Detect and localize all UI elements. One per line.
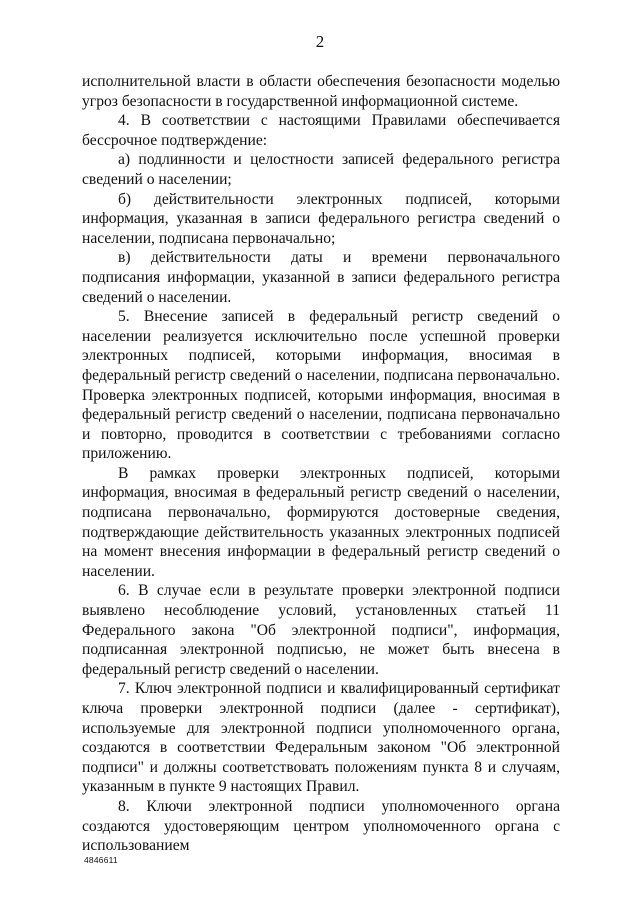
paragraph-7: 7. Ключ электронной подписи и квалифицированный сертификат ключа проверки электронной подписи (далее - сертификат), используемые для электронной подписи уполномоченного органа, создаются в соответствии Федеральным законом "Об электронной подписи" и должны соответствовать положениям пункта 8 и случаям, указанным в пункте 9 настоящих Правил. [82,680,560,796]
paragraph-4c: в) действительности даты и времени первоначального подписания информации, указанной в записи федерального регистра сведений о населении. [82,249,560,306]
paragraph-5: 5. Внесение записей в федеральный регистр сведений о населении реализуется исключительно после успешной проверки электронных подписей, которыми информация, вносимая в федеральный регистр сведений о населении, подписана первоначально. Проверка электронных подписей, которыми информация, вносимая в федеральный регистр сведений о населении, подписана первоначально и повторно, проводится в соответствии с требованиями согласно приложению. [82,308,560,463]
document-code: 4846611 [84,855,118,865]
page-number: 2 [315,32,325,51]
paragraph-6: 6. В случае если в результате проверки электронной подписи выявлено несоблюдение условий, установленных статьей 11 Федерального закона "Об электронной подписи", информация, подписанная электронной подписью, не может быть внесена в федеральный регистр сведений о населении. [82,582,560,678]
paragraph-5-part2: В рамках проверки электронных подписей, которыми информация, вносимая в федеральный регистр сведений о населении, подписана первоначально, формируются достоверные сведения, подтверждающие действительность указанных электронных подписей на момент внесения информации в федеральный регистр сведений о населении. [82,464,560,580]
paragraph-4a: а) подлинности и целостности записей федерального регистра сведений о населении; [82,151,560,188]
paragraph-8: 8. Ключи электронной подписи уполномоченного органа создаются удостоверяющим центром уполномоченного органа с использованием [82,797,560,855]
paragraph-4: 4. В соответствии с настоящими Правилами обеспечивается бессрочное подтверждение: [82,112,560,149]
document-body [82,72,560,856]
paragraph-4b: б) действительности электронных подписей, которыми информация, указанная в записи федерального регистра сведений о населении, подписана первоначально; [82,190,560,247]
paragraph-continuation: исполнительной власти в области обеспечения безопасности моделью угроз безопасности в государственной информационной системе. [82,73,560,110]
